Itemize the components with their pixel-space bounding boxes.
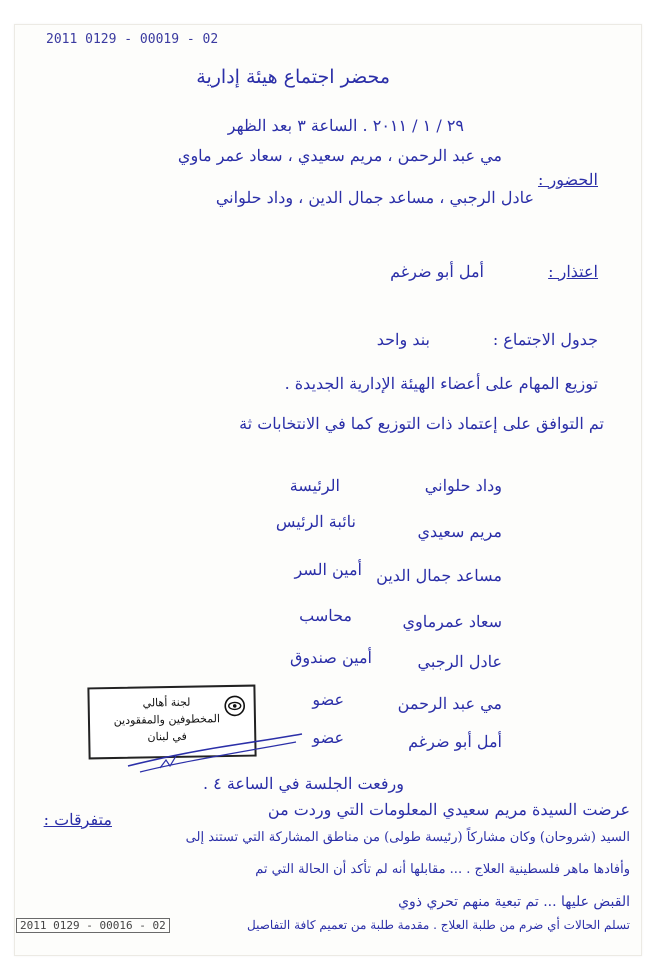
role-title: محاسب	[299, 606, 352, 625]
meeting-datetime: ٢٩ / ١ / ٢٠١١ . الساعة ٣ بعد الظهر	[227, 116, 464, 135]
eye-logo-icon	[224, 695, 246, 717]
notes-line: عرضت السيدة مريم سعيدي المعلومات التي وردت من	[267, 800, 630, 819]
role-name: عادل الرجبي	[417, 652, 502, 671]
role-title: عضو	[312, 728, 344, 747]
document-reference-bottom: 2011 0129 - 00016 - 02	[16, 918, 170, 933]
apology-label: اعتذار :	[548, 262, 598, 281]
document-title: محضر اجتماع هيئة إدارية	[196, 66, 390, 88]
signature-scribble	[120, 728, 310, 778]
role-title: الرئيسة	[289, 476, 340, 495]
agreement-text: تم التوافق على إعتماد ذات التوزيع كما في الانتخابات ثة	[239, 414, 604, 433]
role-title: نائبة الرئيس	[275, 512, 356, 531]
notes-label: متفرقات :	[43, 810, 112, 829]
role-name: مريم سعيدي	[417, 522, 502, 541]
stamp-line-1: لجنة أهالي	[142, 695, 191, 710]
agenda-item: توزيع المهام على أعضاء الهيئة الإدارية الجديدة .	[284, 374, 598, 393]
attendance-line-2: عادل الرجبي ، مساعد جمال الدين ، وداد حلواني	[215, 188, 534, 207]
document-reference-top: 2011 0129 - 00019 - 02	[46, 32, 219, 47]
role-name: وداد حلواني	[424, 476, 502, 495]
stamp-line-2: المخطوفين والمفقودين	[113, 712, 221, 728]
role-name: مي عبد الرحمن	[397, 694, 502, 713]
notes-line: وأفادها ماهر فلسطينية العلاج . ... مقابلها أنه لم تأكد أن الحالة التي تم	[255, 862, 630, 877]
closing-line: ورفعت الجلسة في الساعة ٤ .	[202, 774, 404, 793]
role-title: أمين السر	[294, 560, 362, 579]
notes-line: تسلم الحالات أي ضرم من طلبة العلاج . مقدمة طلبة من تعميم كافة التفاصيل	[247, 918, 630, 932]
attendance-line-1: مي عبد الرحمن ، مريم سعيدي ، سعاد عمر ماوي	[177, 146, 502, 165]
role-title: عضو	[312, 690, 344, 709]
attendance-label: الحضور :	[538, 170, 598, 189]
notes-line: القبض عليها ... تم تبعية منهم تحري ذوي	[398, 894, 630, 910]
role-name: أمل أبو ضرغم	[408, 732, 502, 751]
role-name: سعاد عمرماوي	[402, 612, 502, 631]
apology-name: أمل أبو ضرغم	[390, 262, 484, 281]
agenda-value: بند واحد	[376, 330, 430, 349]
agenda-label: جدول الاجتماع :	[492, 330, 598, 349]
stamp-line-3: في لبنان	[147, 729, 187, 744]
role-name: مساعد جمال الدين	[376, 566, 502, 585]
notes-line: السيد (شروحان) وكان مشاركاً (رئيسة طولى) من مناطق المشاركة التي تستند إلى	[185, 830, 630, 845]
role-title: أمين صندوق	[289, 648, 372, 667]
